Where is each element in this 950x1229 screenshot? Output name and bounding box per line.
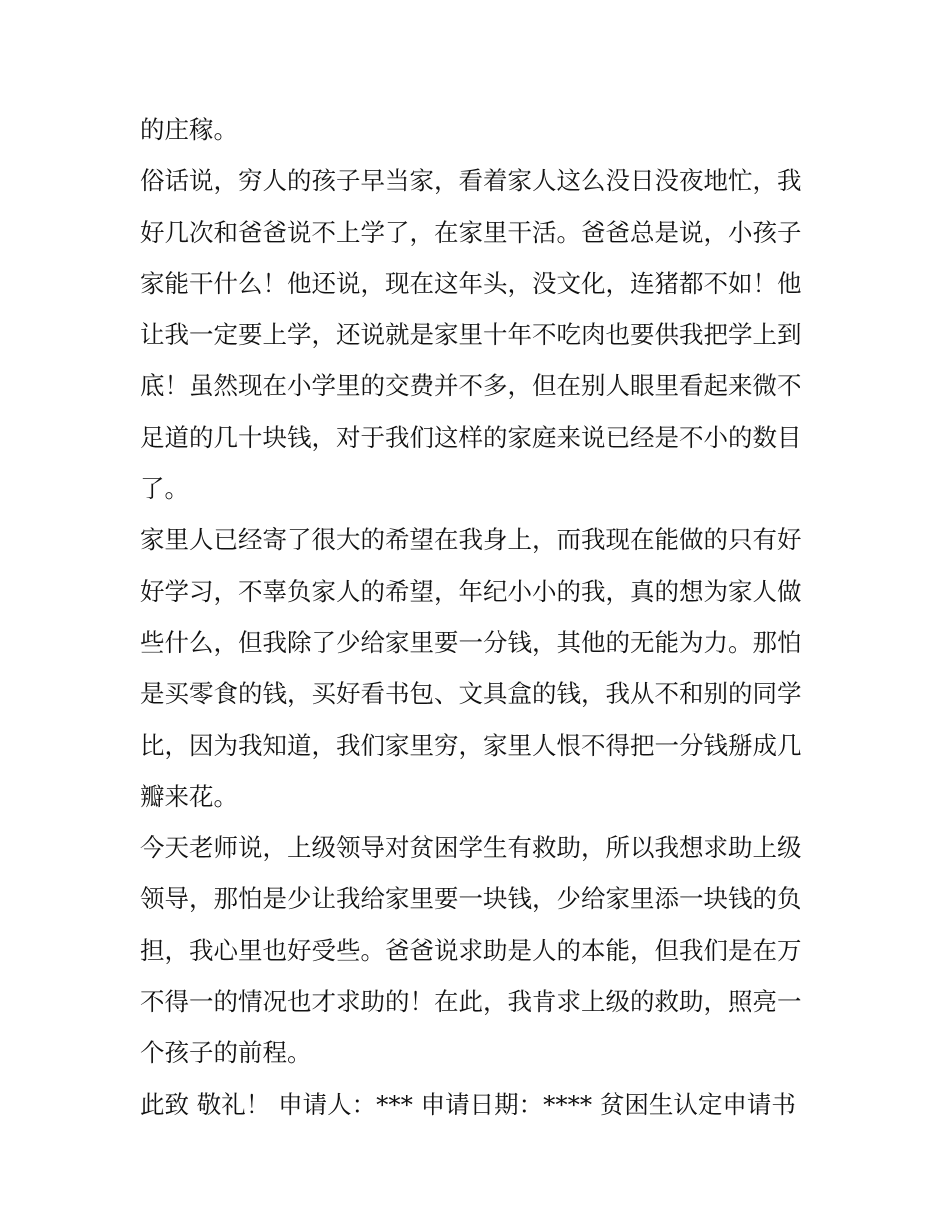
text-line: 比，因为我知道，我们家里穷，家里人恨不得把一分钱掰成几: [140, 730, 802, 760]
text-line: 担，我心里也好受些。爸爸说求助是人的本能，但我们是在万: [140, 935, 802, 965]
text-line: 些什么，但我除了少给家里要一分钱，其他的无能为力。那怕: [140, 627, 802, 657]
text-line: 好学习，不辜负家人的希望，年纪小小的我，真的想为家人做: [140, 576, 802, 606]
text-line: 领导，那怕是少让我给家里要一块钱，少给家里添一块钱的负: [140, 884, 802, 914]
text-line: 瓣来花。: [140, 781, 238, 811]
text-line: 的庄稼。: [140, 115, 238, 144]
text-line: 家里人已经寄了很大的希望在我身上，而我现在能做的只有好: [140, 525, 802, 555]
text-line: 让我一定要上学，还说就是家里十年不吃肉也要供我把学上到: [140, 320, 802, 350]
text-line: 底！虽然现在小学里的交费并不多，但在别人眼里看起来微不: [140, 371, 802, 401]
text-line: 个孩子的前程。: [140, 1038, 312, 1068]
closing-line: 此致 敬礼！ 申请人：*** 申请日期：**** 贫困生认定申请书: [140, 1089, 796, 1119]
text-line: 俗话说，穷人的孩子早当家，看着家人这么没日没夜地忙，我: [140, 166, 802, 196]
document-body: [140, 104, 820, 1130]
text-line: 好几次和爸爸说不上学了，在家里干活。爸爸总是说，小孩子: [140, 217, 802, 247]
text-line: 了。: [140, 474, 189, 504]
text-line: 足道的几十块钱，对于我们这样的家庭来说已经是不小的数目: [140, 422, 802, 452]
text-line: 家能干什么！他还说，现在这年头，没文化，连猪都不如！他: [140, 268, 802, 298]
text-line: 今天老师说，上级领导对贫困学生有救助，所以我想求助上级: [140, 833, 802, 863]
text-line: 是买零食的钱，买好看书包、文具盒的钱，我从不和别的同学: [140, 679, 802, 709]
text-line: 不得一的情况也才求助的！在此，我肯求上级的救助，照亮一: [140, 987, 802, 1017]
